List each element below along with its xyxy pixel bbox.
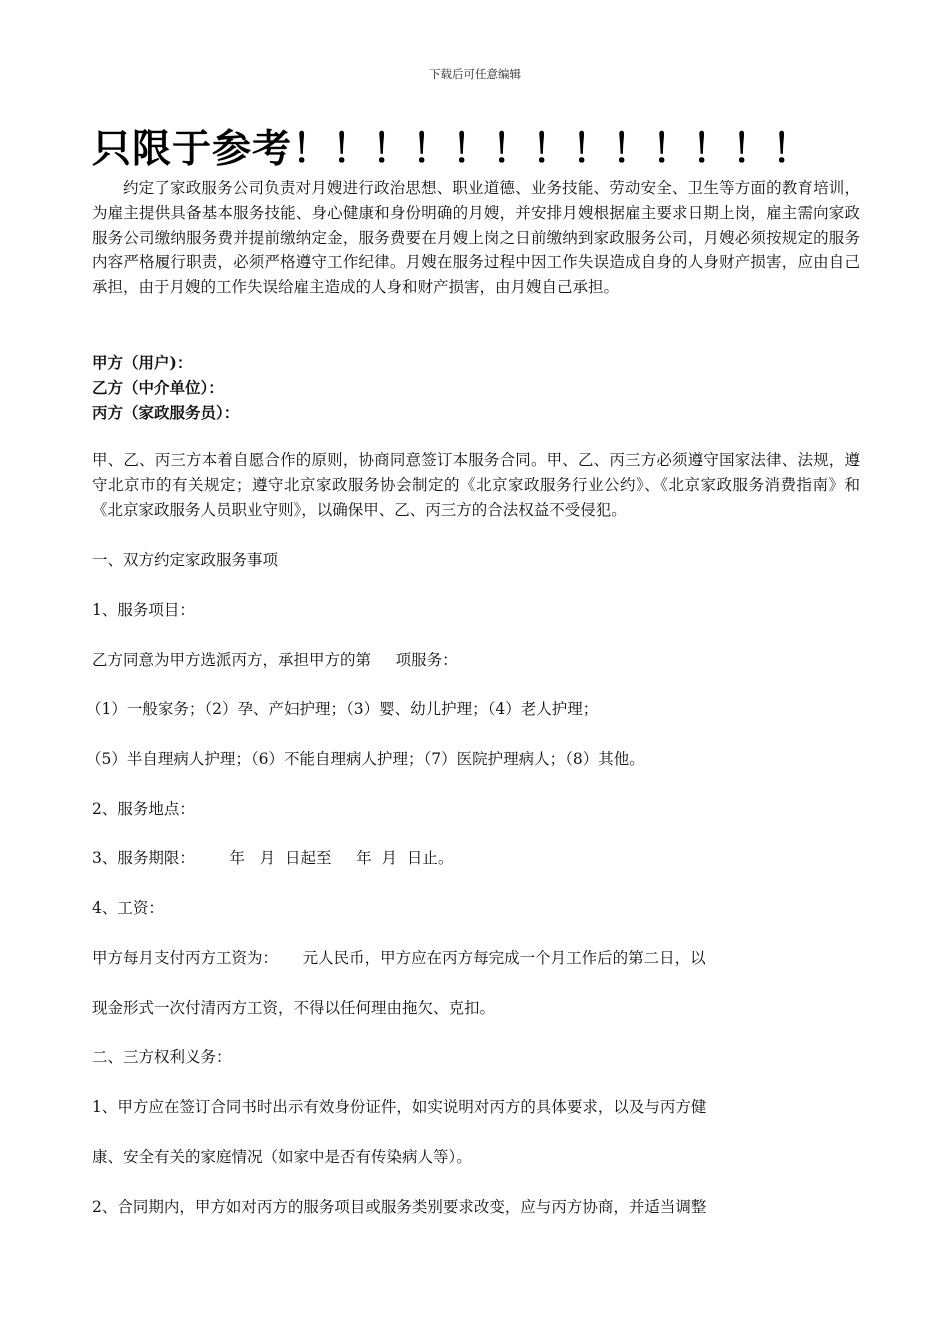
- clause-service-period: 3、服务期限： 年 月 日起至 年 月 日止。: [92, 849, 454, 867]
- party-a-label: 甲方（用户)：: [92, 353, 193, 372]
- duty-1-line-1: 1、甲方应在签订合同书时出示有效身份证件，如实说明对丙方的具体要求，以及与丙方健: [92, 1098, 707, 1116]
- clause-service-items-text: 乙方同意为甲方选派丙方，承担甲方的第 项服务：: [92, 651, 458, 669]
- service-options-line-1: （1）一般家务；（2）孕、产妇护理；（3）婴、幼儿护理；（4）老人护理；: [86, 700, 599, 718]
- party-c-label: 丙方（家政服务员）：: [92, 403, 240, 422]
- page-header: 下载后可任意编辑: [429, 67, 521, 81]
- page-title: 只限于参考！！！！！！！！！！！！！: [92, 127, 813, 172]
- duty-1-line-2: 康、安全有关的家庭情况（如家中是否有传染病人等）。: [92, 1148, 472, 1166]
- section-heading-2: 二、三方权利义务：: [92, 1048, 232, 1066]
- preamble-paragraph: 甲、乙、丙三方本着自愿合作的原则，协商同意签订本服务合同。甲、乙、丙三方必须遵守国家法律、法规，遵守北京市的有关规定；遵守北京家政服务协会制定的《北京家政服务行业公约》、《北京家政服务消费指南》和《北京家政服务人员职业守则》，以确保甲、乙、丙三方的合法权益不受侵犯。: [92, 451, 860, 519]
- party-b-label: 乙方（中介单位）：: [92, 378, 224, 397]
- wage-text-line-1: 甲方每月支付丙方工资为： 元人民币，甲方应在丙方每完成一个月工作后的第二日，以: [92, 949, 706, 967]
- clause-service-location: 2、服务地点：: [92, 800, 195, 818]
- service-options-line-2: （5）半自理病人护理；（6）不能自理病人护理；（7）医院护理病人；（8）其他。: [86, 750, 645, 768]
- section-heading-1: 一、双方约定家政服务事项: [92, 551, 279, 569]
- wage-text-line-2: 现金形式一次付清丙方工资，不得以任何理由拖欠、克扣。: [92, 999, 496, 1017]
- intro-paragraph: 约定了家政服务公司负责对月嫂进行政治思想、职业道德、业务技能、劳动安全、卫生等方面的教育培训，为雇主提供具备基本服务技能、身心健康和身份明确的月嫂，并安排月嫂根据雇主要求日期上岗，雇主需向家政服务公司缴纳服务费并提前缴纳定金，服务费要在月嫂上岗之日前缴纳到家政服务公司，月嫂必须按规定的服务内容严格履行职责，必须严格遵守工作纪律。月嫂在服务过程中因工作失误造成自身的人身财产损害，应由自己承担，由于月嫂的工作失误给雇主造成的人身和财产损害，由月嫂自己承担。: [92, 179, 860, 297]
- clause-service-items: 1、服务项目：: [92, 601, 195, 619]
- duty-2-line-1: 2、合同期内，甲方如对丙方的服务项目或服务类别要求改变，应与丙方协商，并适当调整: [92, 1198, 707, 1216]
- clause-wage: 4、工资：: [92, 899, 164, 917]
- parties-block: [92, 350, 239, 425]
